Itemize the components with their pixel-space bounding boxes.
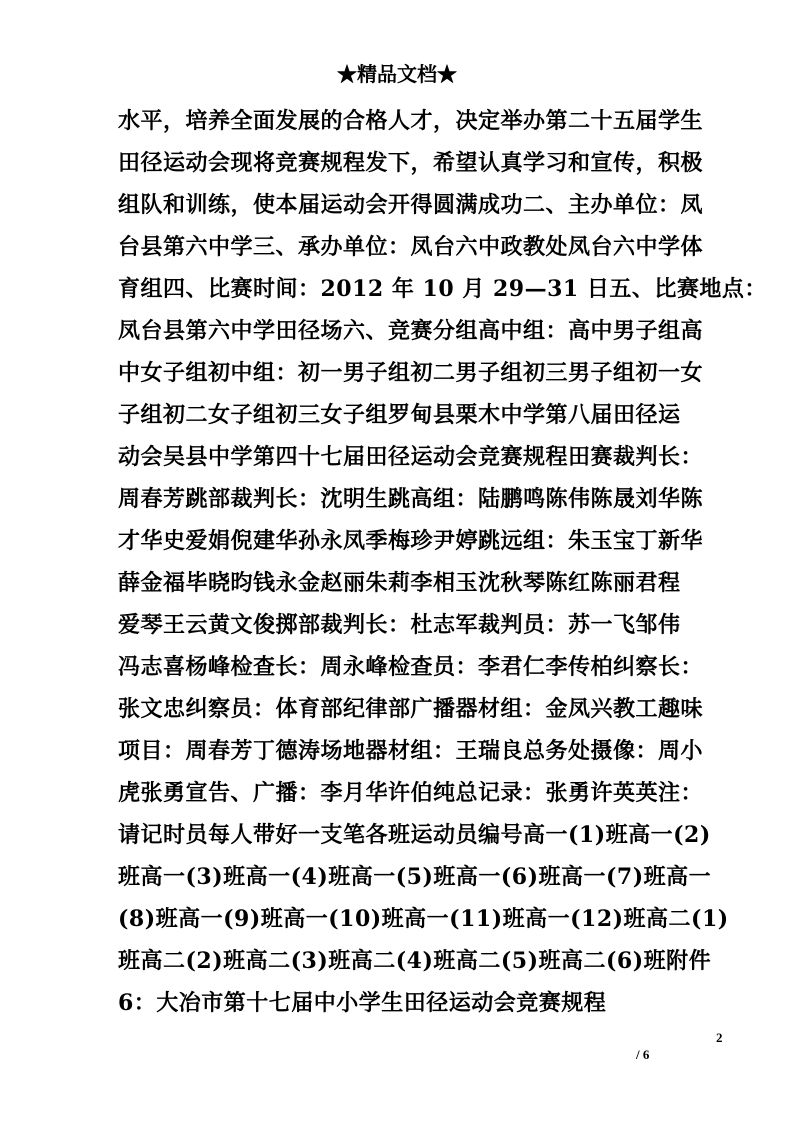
- text-line: 台县第六中学三、承办单位：凤台六中政教处凤台六中学体: [118, 234, 704, 260]
- text-line: 才华史爱娟倪建华孙永凤季梅珍尹婷跳远组：朱玉宝丁新华: [118, 528, 704, 554]
- text-line: 动会吴县中学第四十七届田径运动会竞赛规程田赛裁判长：: [118, 444, 704, 470]
- document-body: [118, 100, 767, 1024]
- text-line: 凤台县第六中学田径场六、竞赛分组高中组：高中男子组高: [118, 318, 704, 344]
- text-line: 中女子组初中组：初一男子组初二男子组初三男子组初一女: [118, 360, 704, 386]
- text-line: 6：大冶市第十七届中小学生田径运动会竞赛规程: [118, 990, 607, 1016]
- text-line: 水平，培养全面发展的合格人才，决定举办第二十五届学生: [118, 108, 704, 134]
- text-line: 班高一(3)班高一(4)班高一(5)班高一(6)班高一(7)班高一: [118, 864, 712, 890]
- text-line: 薛金福毕晓昀钱永金赵丽朱莉李相玉沈秋琴陈红陈丽君程: [118, 570, 681, 596]
- text-line: 张文忠纠察员：体育部纪律部广播器材组：金凤兴教工趣味: [118, 696, 704, 722]
- document-header-title: ★精品文档★: [337, 62, 457, 86]
- text-line: 周春芳跳部裁判长：沈明生跳高组：陆鹏鸣陈伟陈晟刘华陈: [118, 486, 704, 512]
- page-number: 2: [716, 1030, 723, 1045]
- page-total: / 6: [636, 1047, 650, 1062]
- text-line: 班高二(2)班高二(3)班高二(4)班高二(5)班高二(6)班附件: [118, 948, 712, 974]
- text-line: 虎张勇宣告、广播：李月华许伯纯总记录：张勇许英英注：: [118, 780, 704, 806]
- text-line: 组队和训练，使本届运动会开得圆满成功二、主办单位：凤: [118, 192, 704, 218]
- text-line: 请记时员每人带好一支笔各班运动员编号高一(1)班高一(2): [118, 822, 711, 848]
- text-line: 项目：周春芳丁德涛场地器材组：王瑞良总务处摄像：周小: [118, 738, 704, 764]
- text-line: 爱琴王云黄文俊掷部裁判长：杜志军裁判员：苏一飞邹伟: [118, 612, 681, 638]
- text-line: 田径运动会现将竞赛规程发下，希望认真学习和宣传，积极: [118, 150, 704, 176]
- text-line: 冯志喜杨峰检查长：周永峰检查员：李君仁李传柏纠察长：: [118, 654, 704, 680]
- text-line: 子组初二女子组初三女子组罗甸县栗木中学第八届田径运: [118, 402, 681, 428]
- text-line: 育组四、比赛时间：2012 年 10 月 29—31 日五、比赛地点：: [118, 276, 767, 302]
- text-line: (8)班高一(9)班高一(10)班高一(11)班高一(12)班高二(1): [118, 906, 729, 932]
